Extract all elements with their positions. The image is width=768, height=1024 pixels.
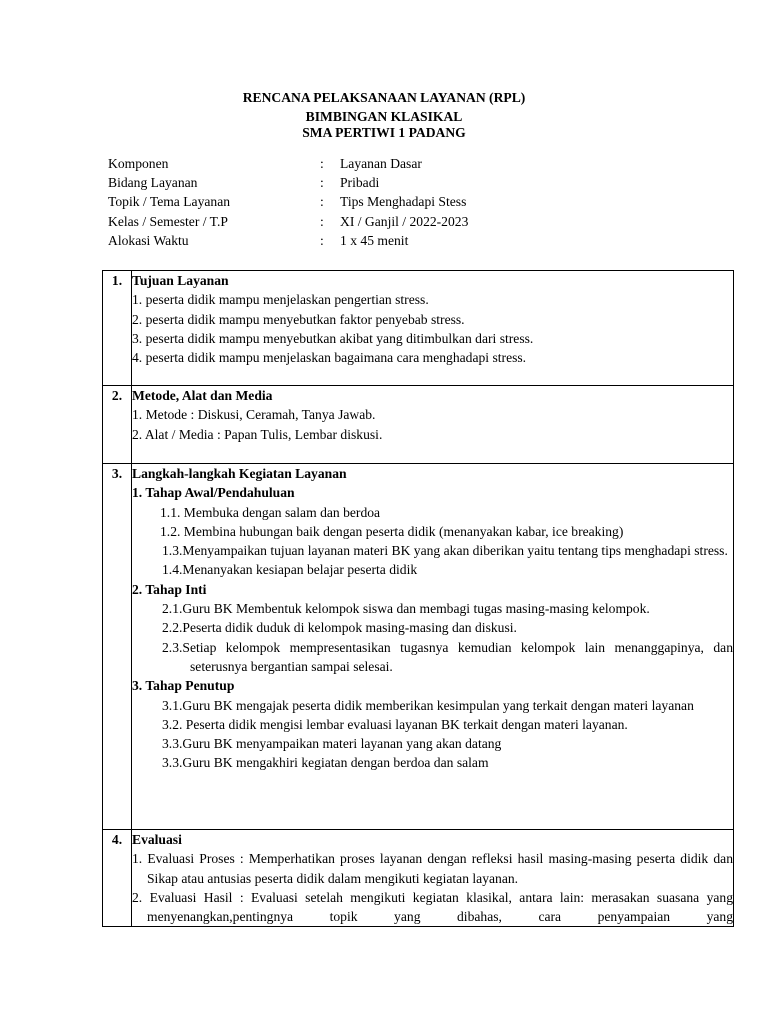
document-title: RENCANA PELAKSANAAN LAYANAN (RPL) bbox=[242, 90, 526, 105]
list-item: 3.3.Guru BK mengakhiri kegiatan dengan berdoa dan salam bbox=[162, 755, 489, 771]
info-colon: : bbox=[320, 232, 324, 248]
stage-title: 2. Tahap Inti bbox=[132, 581, 207, 597]
info-label: Alokasi Waktu bbox=[108, 232, 189, 248]
section-row-evaluasi bbox=[103, 830, 734, 927]
section-body bbox=[132, 464, 734, 830]
document-subtitle: BIMBINGAN KLASIKAL bbox=[305, 109, 463, 124]
info-label: Topik / Tema Layanan bbox=[108, 194, 231, 210]
section-title: Metode, Alat dan Media bbox=[132, 388, 273, 403]
stage-title: 3. Tahap Penutup bbox=[132, 678, 235, 694]
section-row-langkah bbox=[103, 464, 734, 830]
list-item: 1.4.Menanyakan kesiapan belajar peserta didik bbox=[162, 562, 418, 578]
info-label: Komponen bbox=[108, 156, 169, 171]
list-item: 3. peserta didik mampu menyebutkan akibat yang ditimbulkan dari stress. bbox=[132, 330, 534, 346]
section-number: 4. bbox=[103, 830, 132, 927]
info-colon: : bbox=[320, 194, 324, 210]
section-body bbox=[132, 386, 734, 464]
list-item: 1. peserta didik mampu menjelaskan pengertian stress. bbox=[132, 292, 429, 308]
info-label: Bidang Layanan bbox=[108, 175, 198, 191]
school-name: SMA PERTIWI 1 PADANG bbox=[302, 125, 466, 140]
list-item: 2.2.Peserta didik duduk di kelompok masing-masing dan diskusi. bbox=[162, 620, 517, 636]
list-item: 1.2. Membina hubungan baik dengan peserta didik (menanyakan kabar, ice breaking) bbox=[160, 523, 624, 539]
info-value: Layanan Dasar bbox=[340, 156, 422, 171]
list-item: 2. Evaluasi Hasil : Evaluasi setelah mengikuti kegiatan klasikal, antara lain: merasakan suasana yang menyenangkan,pentingnya topik yang dibahas, cara penyampaian yang bbox=[132, 889, 733, 925]
info-colon: : bbox=[320, 156, 324, 171]
info-value: 1 x 45 menit bbox=[340, 232, 409, 248]
section-title: Tujuan Layanan bbox=[132, 273, 229, 288]
section-title: Evaluasi bbox=[132, 832, 182, 847]
info-label: Kelas / Semester / T.P bbox=[108, 213, 228, 229]
section-body bbox=[132, 830, 734, 927]
section-number: 2. bbox=[103, 386, 132, 464]
info-colon: : bbox=[320, 213, 324, 229]
info-value: Pribadi bbox=[340, 175, 380, 191]
list-item: 3.3.Guru BK menyampaikan materi layanan yang akan datang bbox=[162, 736, 502, 752]
list-item: 2. Alat / Media : Papan Tulis, Lembar diskusi. bbox=[132, 426, 383, 442]
list-item: 2. peserta didik mampu menyebutkan faktor penyebab stress. bbox=[132, 311, 465, 327]
stage-title: 1. Tahap Awal/Pendahuluan bbox=[132, 485, 295, 501]
section-number: 1. bbox=[103, 271, 132, 386]
list-item: 1. Metode : Diskusi, Ceramah, Tanya Jawab. bbox=[132, 407, 376, 423]
info-colon: : bbox=[320, 175, 324, 191]
list-item: 1.1. Membuka dengan salam dan berdoa bbox=[160, 504, 381, 520]
section-title: Langkah-langkah Kegiatan Layanan bbox=[132, 466, 347, 481]
list-item: 1.3.Menyampaikan tujuan layanan materi BK yang akan diberikan yaitu tentang tips menghadapi stress. bbox=[162, 543, 728, 559]
list-item: 4. peserta didik mampu menjelaskan bagaimana cara menghadapi stress. bbox=[132, 350, 527, 366]
section-row-tujuan bbox=[103, 271, 734, 386]
plan-table bbox=[102, 270, 734, 927]
section-row-metode bbox=[103, 386, 734, 464]
list-item: 2.1.Guru BK Membentuk kelompok siswa dan membagi tugas masing-masing kelompok. bbox=[162, 601, 650, 617]
info-value: XI / Ganjil / 2022-2023 bbox=[340, 213, 469, 229]
list-item: 3.1.Guru BK mengajak peserta didik memberikan kesimpulan yang terkait dengan materi layanan bbox=[162, 697, 694, 713]
list-item: 2.3.Setiap kelompok mempresentasikan tugasnya kemudian kelompok lain menanggapinya, dan seterusnya bergantian sampai selesai. bbox=[162, 639, 733, 674]
list-item: 1. Evaluasi Proses : Memperhatikan proses layanan dengan refleksi hasil masing-masing peserta didik dan Sikap atau antusias peserta didik dalam mengikuti kegiatan layanan. bbox=[132, 851, 733, 886]
list-item: 3.2. Peserta didik mengisi lembar evaluasi layanan BK terkait dengan materi layanan. bbox=[162, 716, 628, 732]
section-body bbox=[132, 271, 734, 386]
section-number: 3. bbox=[103, 464, 132, 830]
info-value: Tips Menghadapi Stess bbox=[340, 194, 467, 210]
